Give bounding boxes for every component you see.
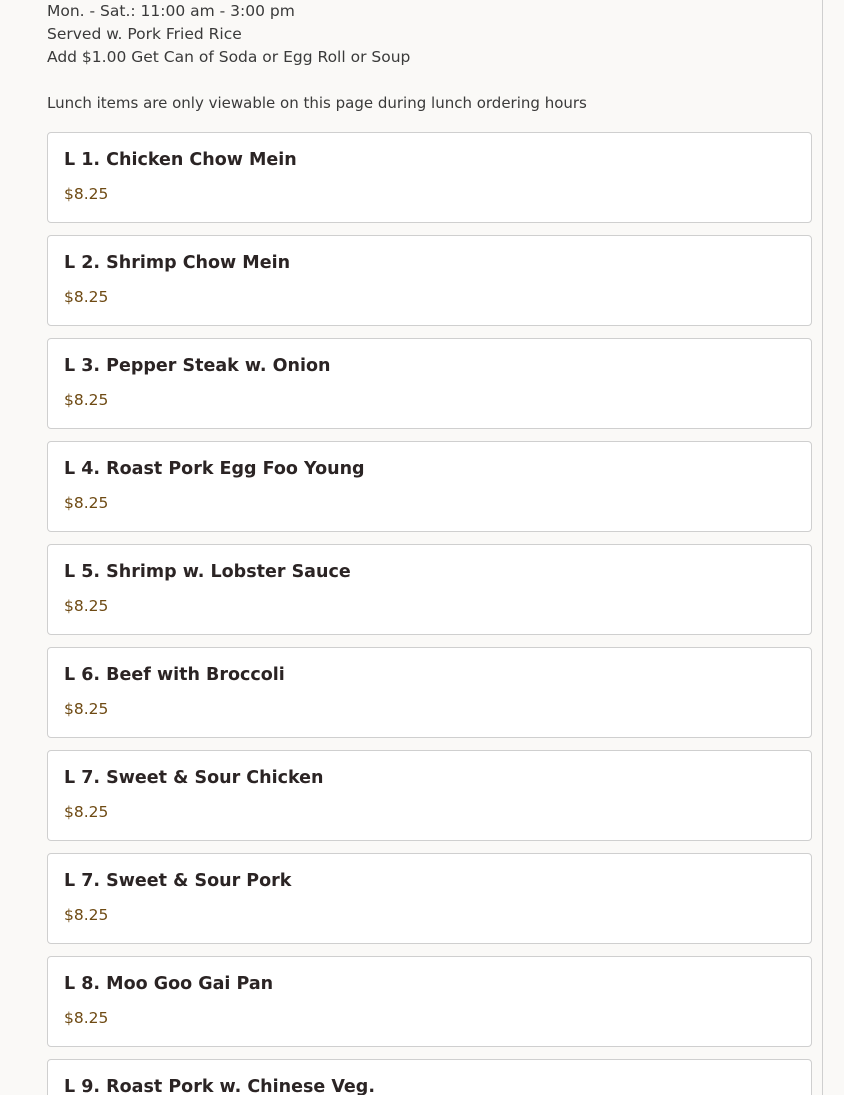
lunch-availability-notice: Lunch items are only viewable on this page during lunch ordering hours xyxy=(47,94,587,112)
menu-item-price: $8.25 xyxy=(64,494,109,512)
served-with-note: Served w. Pork Fried Rice xyxy=(47,25,242,43)
menu-item-price: $8.25 xyxy=(64,185,109,203)
menu-item-price: $8.25 xyxy=(64,288,109,306)
menu-item-name: L 5. Shrimp w. Lobster Sauce xyxy=(64,562,351,582)
menu-item-price: $8.25 xyxy=(64,803,109,821)
menu-item-card[interactable] xyxy=(47,544,812,635)
menu-item-card[interactable] xyxy=(47,956,812,1047)
menu-item-card[interactable] xyxy=(47,853,812,944)
menu-item-name: L 7. Sweet & Sour Chicken xyxy=(64,768,324,788)
lunch-info xyxy=(47,0,807,69)
menu-item-card[interactable] xyxy=(47,647,812,738)
menu-item-card[interactable] xyxy=(47,338,812,429)
menu-item-name: L 4. Roast Pork Egg Foo Young xyxy=(64,459,365,479)
menu-item-name: L 9. Roast Pork w. Chinese Veg. xyxy=(64,1077,375,1095)
menu-item-list xyxy=(47,132,812,1095)
lunch-hours: Mon. - Sat.: 11:00 am - 3:00 pm xyxy=(47,2,295,20)
menu-item-card[interactable] xyxy=(47,750,812,841)
menu-item-price: $8.25 xyxy=(64,597,109,615)
menu-item-price: $8.25 xyxy=(64,391,109,409)
menu-item-price: $8.25 xyxy=(64,906,109,924)
menu-item-card[interactable] xyxy=(47,132,812,223)
addon-note: Add $1.00 Get Can of Soda or Egg Roll or Soup xyxy=(47,48,411,66)
menu-item-name: L 1. Chicken Chow Mein xyxy=(64,150,297,170)
page-divider xyxy=(822,0,823,1095)
menu-item-card[interactable] xyxy=(47,441,812,532)
menu-item-name: L 8. Moo Goo Gai Pan xyxy=(64,974,274,994)
menu-item-price: $8.25 xyxy=(64,1009,109,1027)
menu-item-price: $8.25 xyxy=(64,700,109,718)
menu-item-card[interactable] xyxy=(47,1059,812,1095)
menu-item-card[interactable] xyxy=(47,235,812,326)
menu-item-name: L 6. Beef with Broccoli xyxy=(64,665,285,685)
menu-item-name: L 3. Pepper Steak w. Onion xyxy=(64,356,331,376)
menu-item-name: L 7. Sweet & Sour Pork xyxy=(64,871,292,891)
menu-item-name: L 2. Shrimp Chow Mein xyxy=(64,253,291,273)
